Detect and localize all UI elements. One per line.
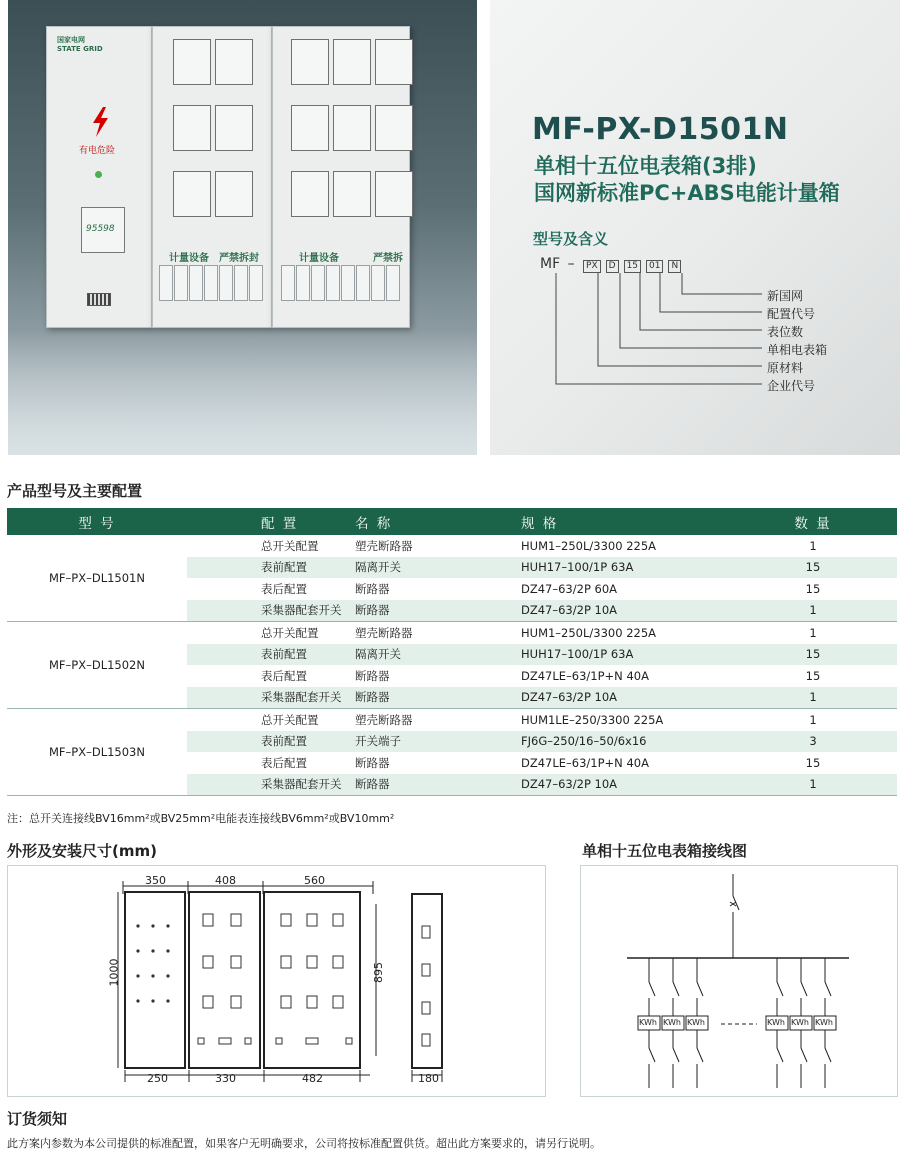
dim-top-560: 560	[304, 874, 325, 887]
code-box-01: 01	[646, 260, 663, 273]
name-cell: 断路器	[355, 755, 390, 770]
kwh-label: KWh	[663, 1018, 681, 1027]
config-cell: 总开关配置	[261, 712, 319, 727]
config-cell: 总开关配置	[261, 625, 319, 640]
meter-window	[291, 105, 329, 151]
mount-hole	[166, 999, 169, 1002]
qty-cell: 1	[809, 625, 817, 640]
qty-cell: 15	[729, 644, 897, 666]
breaker-slot	[249, 265, 263, 301]
config-cell: 采集器配套开关	[187, 774, 349, 796]
mount-hole	[151, 924, 154, 927]
config-cell: 表后配置	[261, 755, 307, 770]
dimensions-heading: 外形及安装尺寸(mm)	[7, 842, 157, 860]
cabinet-right-section	[272, 26, 410, 328]
order-notice-heading: 订货须知	[7, 1110, 68, 1128]
meter-mount	[203, 956, 213, 968]
kwh-label: KWh	[791, 1018, 809, 1027]
code-dash: –	[567, 256, 575, 272]
meter-mount	[281, 914, 291, 926]
code-box-15: 15	[624, 260, 641, 273]
meter-window	[375, 39, 413, 85]
breaker-slot	[219, 265, 233, 301]
name-cell: 断路器	[355, 668, 390, 683]
meter-window	[375, 105, 413, 151]
wiring-diagram	[580, 865, 898, 1097]
kwh-label: KWh	[767, 1018, 785, 1027]
config-cell: 采集器配套开关	[187, 600, 349, 622]
name-cell: 塑壳断路器	[355, 625, 413, 640]
spec-cell: DZ47LE–63/1P+N 40A	[521, 755, 649, 770]
table-row	[7, 622, 897, 644]
meter-window	[333, 105, 371, 151]
state-grid-logo: 国家电网 STATE GRID	[57, 36, 103, 53]
no-unseal-label: 严禁拆封	[219, 253, 259, 264]
indicator-light	[95, 171, 102, 178]
meter-window	[215, 39, 253, 85]
meaning-label-new-grid: 新国网	[767, 289, 804, 303]
meaning-label-material: 原材料	[767, 361, 804, 375]
meaning-label-meter-count: 表位数	[767, 325, 804, 339]
spec-cell: HUH17–100/1P 63A	[513, 557, 729, 579]
nameplate	[87, 293, 111, 306]
danger-label: 有电危险	[79, 146, 116, 156]
breaker-slot	[281, 265, 295, 301]
meter-window	[291, 171, 329, 217]
cabinet-middle-section	[152, 26, 272, 328]
meter-window	[215, 171, 253, 217]
product-model-title: MF-PX-D1501N	[532, 112, 789, 147]
mount-hole	[151, 999, 154, 1002]
breaker-slot	[159, 265, 173, 301]
meter-mount	[203, 914, 213, 926]
breaker-slot	[204, 265, 218, 301]
breaker-slot	[341, 265, 355, 301]
name-cell: 隔离开关	[349, 557, 513, 579]
name-cell: 断路器	[349, 774, 513, 796]
meter-mount	[333, 996, 343, 1008]
breaker-slot	[174, 265, 188, 301]
spec-cell: HUM1–250L/3300 225A	[521, 538, 657, 553]
breaker-slot	[371, 265, 385, 301]
mount-hole	[136, 974, 139, 977]
qty-cell: 15	[729, 557, 897, 579]
dim-height-895: 895	[372, 962, 385, 983]
qty-cell: 1	[729, 774, 897, 796]
name-cell: 断路器	[349, 687, 513, 709]
meter-window	[173, 105, 211, 151]
mount-hole	[136, 949, 139, 952]
wire-note: 注：总开关连接线BV16mm²或BV25mm²电能表连接线BV6mm²或BV10mm²	[7, 812, 395, 825]
name-cell: 开关端子	[349, 731, 513, 753]
cabinet-left-section	[46, 26, 152, 328]
meter-window	[291, 39, 329, 85]
breaker-slot	[311, 265, 325, 301]
order-notice-text: 此方案内参数为本公司提供的标准配置，如果客户无明确要求，公司将按标准配置供货。超出此方案要求的，请另行说明。	[7, 1137, 601, 1150]
breaker-slot	[386, 265, 400, 301]
meter-mount	[307, 996, 317, 1008]
spec-cell: DZ47–63/2P 10A	[513, 687, 729, 709]
name-cell: 塑壳断路器	[355, 538, 413, 553]
meter-mount	[231, 914, 241, 926]
spec-cell: DZ47LE–63/1P+N 40A	[521, 668, 649, 683]
dim-bottom-482: 482	[302, 1072, 323, 1085]
qty-cell: 1	[729, 687, 897, 709]
lightning-icon	[89, 107, 111, 137]
name-cell: 断路器	[349, 600, 513, 622]
config-cell: 总开关配置	[261, 538, 319, 553]
code-prefix: MF	[540, 256, 561, 272]
dim-bottom-180: 180	[418, 1072, 439, 1085]
table-header-row	[7, 508, 897, 535]
breaker-slot	[234, 265, 248, 301]
product-photo	[8, 0, 477, 455]
model-cell: MF–PX–DL1501N	[7, 535, 187, 622]
qty-cell: 1	[729, 600, 897, 622]
qty-cell: 3	[729, 731, 897, 753]
meter-mount	[333, 914, 343, 926]
dim-bottom-330: 330	[215, 1072, 236, 1085]
mount-hole	[136, 999, 139, 1002]
table-row	[7, 709, 897, 731]
mount-hole	[151, 949, 154, 952]
meter-mount	[281, 996, 291, 1008]
config-cell: 表后配置	[261, 581, 307, 596]
config-cell: 采集器配套开关	[187, 687, 349, 709]
kwh-label: KWh	[815, 1018, 833, 1027]
qty-cell: 15	[805, 581, 821, 596]
meter-mount	[231, 996, 241, 1008]
name-cell: 断路器	[355, 581, 390, 596]
kwh-label: KWh	[639, 1018, 657, 1027]
no-unseal-label: 严禁拆	[373, 253, 403, 264]
meter-window	[173, 39, 211, 85]
wiring-diagram-svg	[581, 866, 897, 1096]
header-name: 名 称	[349, 508, 513, 535]
meter-window	[173, 171, 211, 217]
breaker-slot	[296, 265, 310, 301]
spec-cell: HUM1LE–250/3300 225A	[521, 712, 664, 727]
code-box-d: D	[606, 260, 619, 273]
config-table	[7, 508, 897, 796]
breaker-slot	[189, 265, 203, 301]
meter-mount	[307, 914, 317, 926]
header-qty: 数 量	[729, 508, 897, 535]
meaning-label-single-phase: 单相电表箱	[767, 343, 828, 357]
meter-window	[333, 39, 371, 85]
wiring-heading: 单相十五位电表箱接线图	[582, 842, 748, 860]
dim-top-350: 350	[145, 874, 166, 887]
spec-cell: DZ47–63/2P 10A	[513, 600, 729, 622]
meter-mount	[281, 956, 291, 968]
qty-cell: 15	[805, 668, 821, 683]
qty-cell: 1	[809, 538, 817, 553]
meter-window	[333, 171, 371, 217]
meter-mount	[307, 956, 317, 968]
header-config: 配 置	[187, 508, 349, 535]
kwh-label: KWh	[687, 1018, 705, 1027]
hotline-label: 95598	[86, 224, 115, 234]
breaker-slot	[326, 265, 340, 301]
table-row	[7, 535, 897, 557]
config-cell: 表前配置	[187, 731, 349, 753]
meaning-label-company-code: 企业代号	[767, 379, 816, 393]
model-meaning-leader-lines	[540, 270, 770, 400]
model-meaning-heading: 型号及含义	[533, 230, 609, 248]
spec-cell: HUH17–100/1P 63A	[513, 644, 729, 666]
header-model: 型 号	[7, 508, 187, 535]
qty-cell: 15	[805, 755, 821, 770]
meter-mount	[231, 956, 241, 968]
spec-cell: FJ6G–250/16–50/6x16	[513, 731, 729, 753]
meter-mount	[203, 996, 213, 1008]
spec-cell: HUM1–250L/3300 225A	[521, 625, 657, 640]
model-cell: MF–PX–DL1502N	[7, 622, 187, 709]
header-spec: 规 格	[513, 508, 729, 535]
mount-hole	[166, 924, 169, 927]
spec-cell: DZ47–63/2P 60A	[521, 581, 618, 596]
name-cell: 塑壳断路器	[355, 712, 413, 727]
meter-window	[215, 105, 253, 151]
product-subtitle-2: 国网新标准PC+ABS电能计量箱	[534, 181, 840, 205]
code-box-n: N	[668, 260, 681, 273]
table-body	[7, 535, 897, 796]
mount-hole	[166, 949, 169, 952]
config-table-heading: 产品型号及主要配置	[7, 482, 143, 500]
meaning-label-config-code: 配置代号	[767, 307, 816, 321]
model-cell: MF–PX–DL1503N	[7, 709, 187, 796]
qty-cell: 1	[809, 712, 817, 727]
meter-equipment-label: 计量设备	[169, 253, 209, 264]
mount-hole	[166, 974, 169, 977]
photo-floor-reflection	[8, 330, 477, 455]
mount-hole	[151, 974, 154, 977]
dimension-drawing	[7, 865, 546, 1097]
meter-equipment-label: 计量设备	[299, 253, 339, 264]
config-cell: 表后配置	[261, 668, 307, 683]
meter-mount	[333, 956, 343, 968]
config-cell: 表前配置	[187, 644, 349, 666]
dim-top-408: 408	[215, 874, 236, 887]
collector-window	[81, 207, 125, 253]
meter-window	[375, 171, 413, 217]
dim-bottom-250: 250	[147, 1072, 168, 1085]
name-cell: 隔离开关	[349, 644, 513, 666]
config-cell: 表前配置	[187, 557, 349, 579]
breaker-slot	[356, 265, 370, 301]
product-subtitle-1: 单相十五位电表箱(3排)	[534, 154, 757, 178]
dim-height-1000: 1000	[107, 958, 121, 987]
code-box-px: PX	[583, 260, 601, 273]
dimension-drawing-svg	[8, 866, 545, 1096]
mount-hole	[136, 924, 139, 927]
spec-cell: DZ47–63/2P 10A	[513, 774, 729, 796]
